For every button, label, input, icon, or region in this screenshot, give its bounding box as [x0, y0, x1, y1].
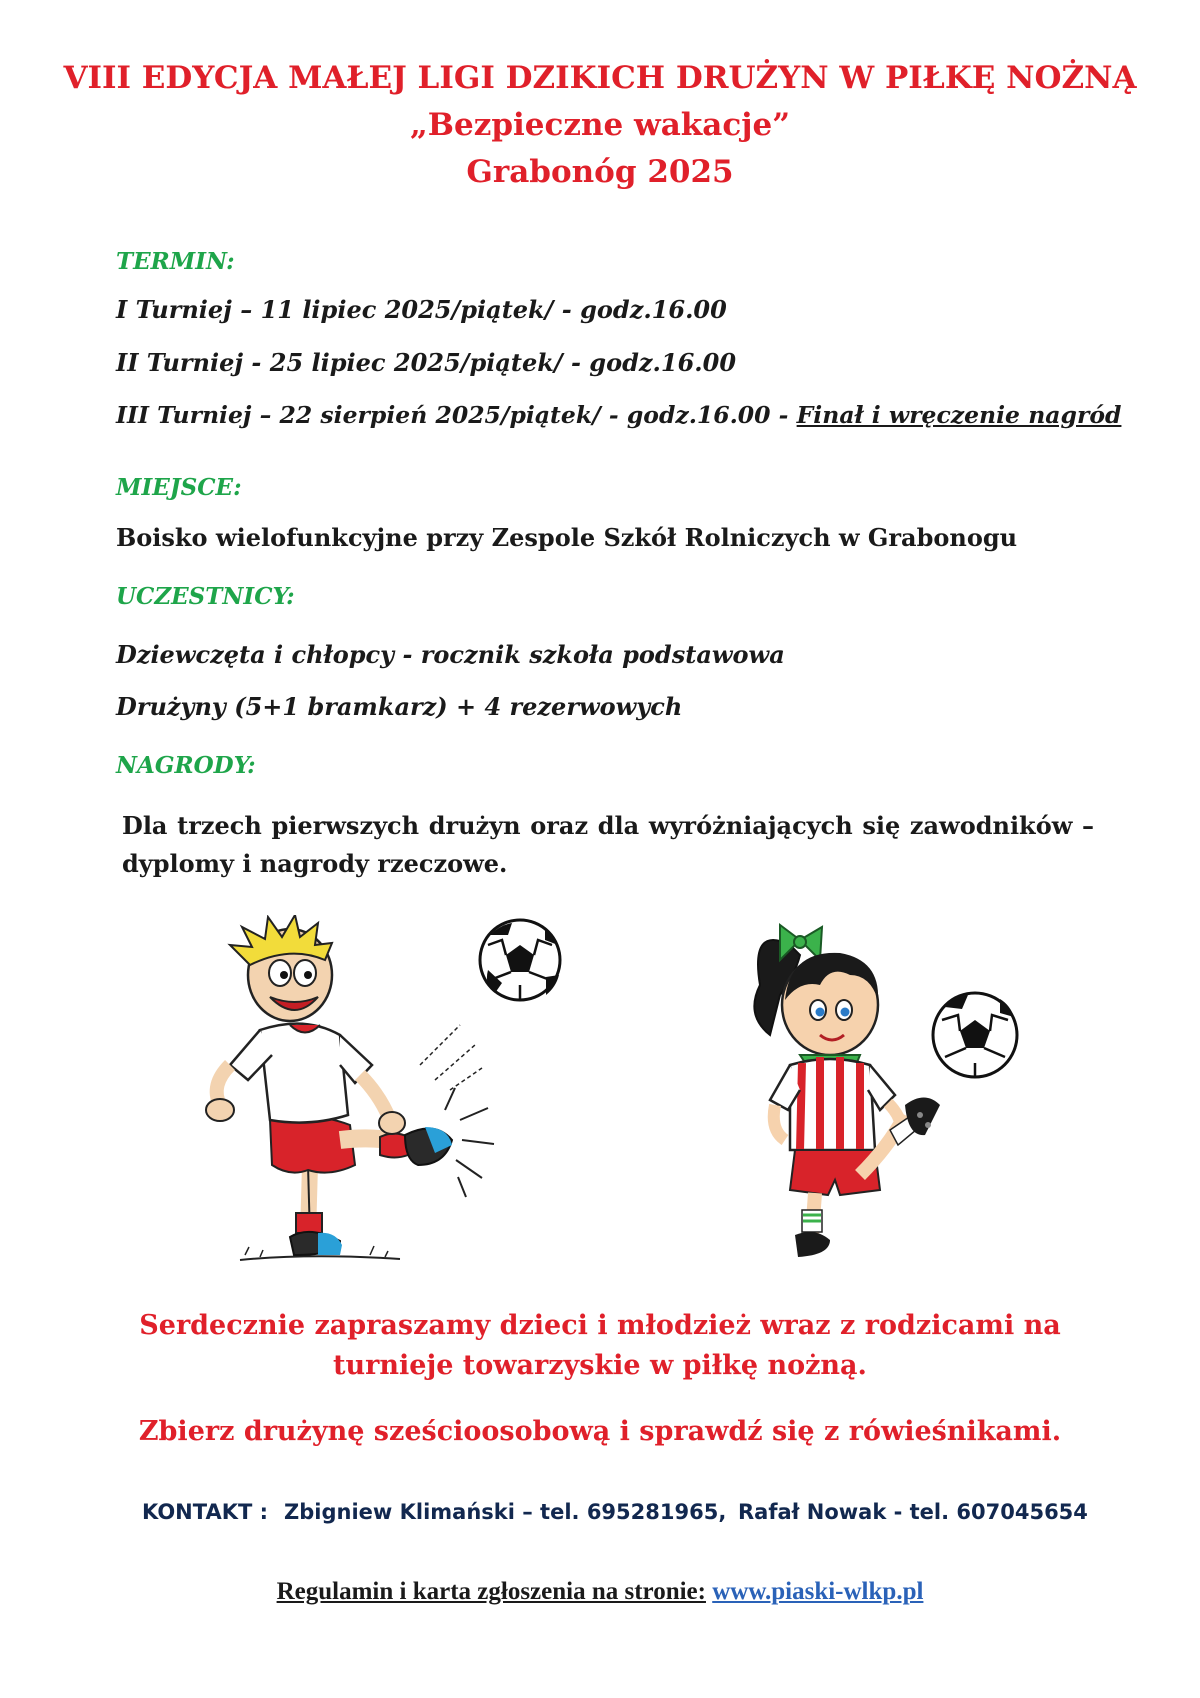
- rules-footer: [0, 1578, 1200, 1606]
- tournament-3-final: Finał i wręczenie nagród: [796, 401, 1122, 429]
- tournament-3-main: III Turniej – 22 sierpień 2025/piątek/ - godz.16.00 -: [116, 401, 797, 429]
- nagrody-heading: NAGRODY:: [116, 752, 256, 779]
- boy-footballer-illustration: [190, 915, 610, 1275]
- tournament-3: [116, 401, 1121, 429]
- miejsce-heading: MIEJSCE:: [116, 474, 242, 501]
- title-line-2: „Bezpieczne wakacje”: [409, 107, 791, 143]
- rules-label: Regulamin i karta zgłoszenia na stronie:: [276, 1578, 706, 1605]
- girl-footballer-illustration: [740, 905, 1040, 1265]
- invite-line-2: turnieje towarzyskie w piłkę nożną.: [333, 1350, 867, 1381]
- prizes-text: Dla trzech pierwszych drużyn oraz dla wyróżniających się zawodników – dyplomy i nagrody rzeczowe.: [122, 811, 1094, 878]
- title-line-3: Grabonóg 2025: [466, 154, 734, 190]
- tournament-1: I Turniej – 11 lipiec 2025/piątek/ - godz.16.00: [116, 295, 727, 324]
- participants-line-1: Dziewczęta i chłopcy - rocznik szkoła podstawowa: [116, 640, 785, 669]
- uczestnicy-heading: UCZESTNICY:: [116, 583, 295, 610]
- venue-text: Boisko wielofunkcyjne przy Zespole Szkół Rolniczych w Grabonogu: [116, 523, 1018, 552]
- contact-label: KONTAKT :: [142, 1500, 269, 1524]
- contact-person-1: Zbigniew Klimański – tel. 695281965,: [284, 1500, 727, 1524]
- termin-heading: TERMIN:: [116, 248, 235, 275]
- contact-person-2: Rafał Nowak - tel. 607045654: [738, 1500, 1088, 1524]
- invite-line-1: Serdecznie zapraszamy dzieci i młodzież wraz z rodzicami na: [139, 1310, 1061, 1341]
- invite-line-3: Zbierz drużynę sześcioosobową i sprawdź się z rówieśnikami.: [138, 1416, 1062, 1447]
- title-line-1: VIII EDYCJA MAŁEJ LIGI DZIKICH DRUŻYN W PIŁKĘ NOŻNĄ: [63, 60, 1137, 96]
- website-link[interactable]: www.piaski-wlkp.pl: [712, 1578, 924, 1605]
- participants-line-2: Drużyny (5+1 bramkarz) + 4 rezerwowych: [116, 692, 683, 721]
- tournament-2: II Turniej - 25 lipiec 2025/piątek/ - godz.16.00: [116, 348, 737, 377]
